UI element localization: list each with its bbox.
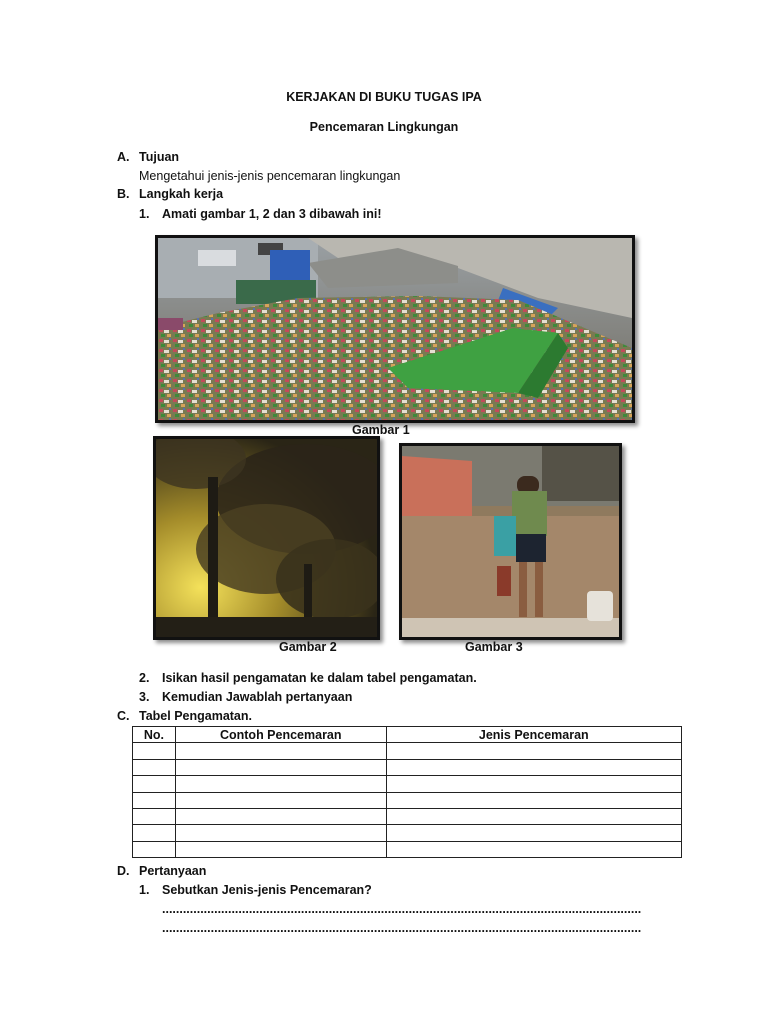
table-cell[interactable]: [386, 759, 681, 775]
question-1-number: 1.: [139, 883, 150, 897]
table-row: [133, 792, 682, 808]
observation-table: [132, 726, 682, 858]
table-cell[interactable]: [133, 825, 176, 841]
section-a-letter: A.: [117, 150, 130, 164]
step-2-number: 2.: [139, 671, 150, 685]
table-cell[interactable]: [133, 792, 176, 808]
table-cell[interactable]: [175, 743, 386, 759]
image-garbage-dump: [155, 235, 635, 423]
section-c-heading: Tabel Pengamatan.: [139, 709, 252, 723]
table-header-row: [133, 727, 682, 743]
image-river-pollution: [399, 443, 622, 640]
table-cell[interactable]: [175, 759, 386, 775]
page-subtitle: Pencemaran Lingkungan: [309, 120, 459, 134]
table-cell[interactable]: [133, 776, 176, 792]
table-cell[interactable]: [133, 841, 176, 857]
step-3-text: Kemudian Jawablah pertanyaan: [162, 690, 353, 704]
table-row: [133, 808, 682, 824]
table-row: [133, 776, 682, 792]
image-factory-smoke: [153, 436, 380, 640]
step-1-number: 1.: [139, 207, 150, 221]
section-a-heading: Tujuan: [139, 150, 180, 164]
section-d-heading: Pertanyaan: [139, 864, 207, 878]
table-cell[interactable]: [133, 808, 176, 824]
answer-line-2[interactable]: ..........................................................................................................................................: [162, 921, 642, 935]
section-b-letter: B.: [117, 187, 130, 201]
table-cell[interactable]: [386, 841, 681, 857]
step-1-text: Amati gambar 1, 2 dan 3 dibawah ini!: [162, 207, 382, 221]
table-row: [133, 825, 682, 841]
table-cell[interactable]: [175, 825, 386, 841]
table-cell[interactable]: [133, 743, 176, 759]
section-c-letter: C.: [117, 709, 130, 723]
caption-gambar-3: Gambar 3: [465, 640, 523, 654]
page-title: KERJAKAN DI BUKU TUGAS IPA: [286, 90, 482, 104]
table-cell[interactable]: [386, 808, 681, 824]
table-cell[interactable]: [386, 792, 681, 808]
table-row: [133, 743, 682, 759]
table-cell[interactable]: [175, 792, 386, 808]
section-a-text: Mengetahui jenis-jenis pencemaran lingkungan: [139, 169, 401, 183]
table-cell[interactable]: [175, 841, 386, 857]
table-cell[interactable]: [386, 743, 681, 759]
table-cell[interactable]: [386, 776, 681, 792]
table-cell[interactable]: [175, 776, 386, 792]
factory-smoke-illustration: [156, 439, 377, 637]
question-1-text: Sebutkan Jenis-jenis Pencemaran?: [162, 883, 372, 897]
garbage-dump-illustration: [158, 238, 632, 420]
table-cell[interactable]: [175, 808, 386, 824]
caption-gambar-1: Gambar 1: [352, 423, 410, 437]
step-3-number: 3.: [139, 690, 150, 704]
column-header-contoh: Contoh Pencemaran: [175, 727, 386, 743]
column-header-no: No.: [133, 727, 176, 743]
step-2-text: Isikan hasil pengamatan ke dalam tabel pengamatan.: [162, 671, 477, 685]
table-row: [133, 841, 682, 857]
table-cell[interactable]: [386, 825, 681, 841]
column-header-jenis: Jenis Pencemaran: [386, 727, 681, 743]
river-pollution-illustration: [402, 446, 619, 637]
section-d-letter: D.: [117, 864, 130, 878]
caption-gambar-2: Gambar 2: [279, 640, 337, 654]
answer-line-1[interactable]: ..........................................................................................................................................: [162, 902, 642, 916]
table-cell[interactable]: [133, 759, 176, 775]
section-b-heading: Langkah kerja: [139, 187, 224, 201]
table-row: [133, 759, 682, 775]
